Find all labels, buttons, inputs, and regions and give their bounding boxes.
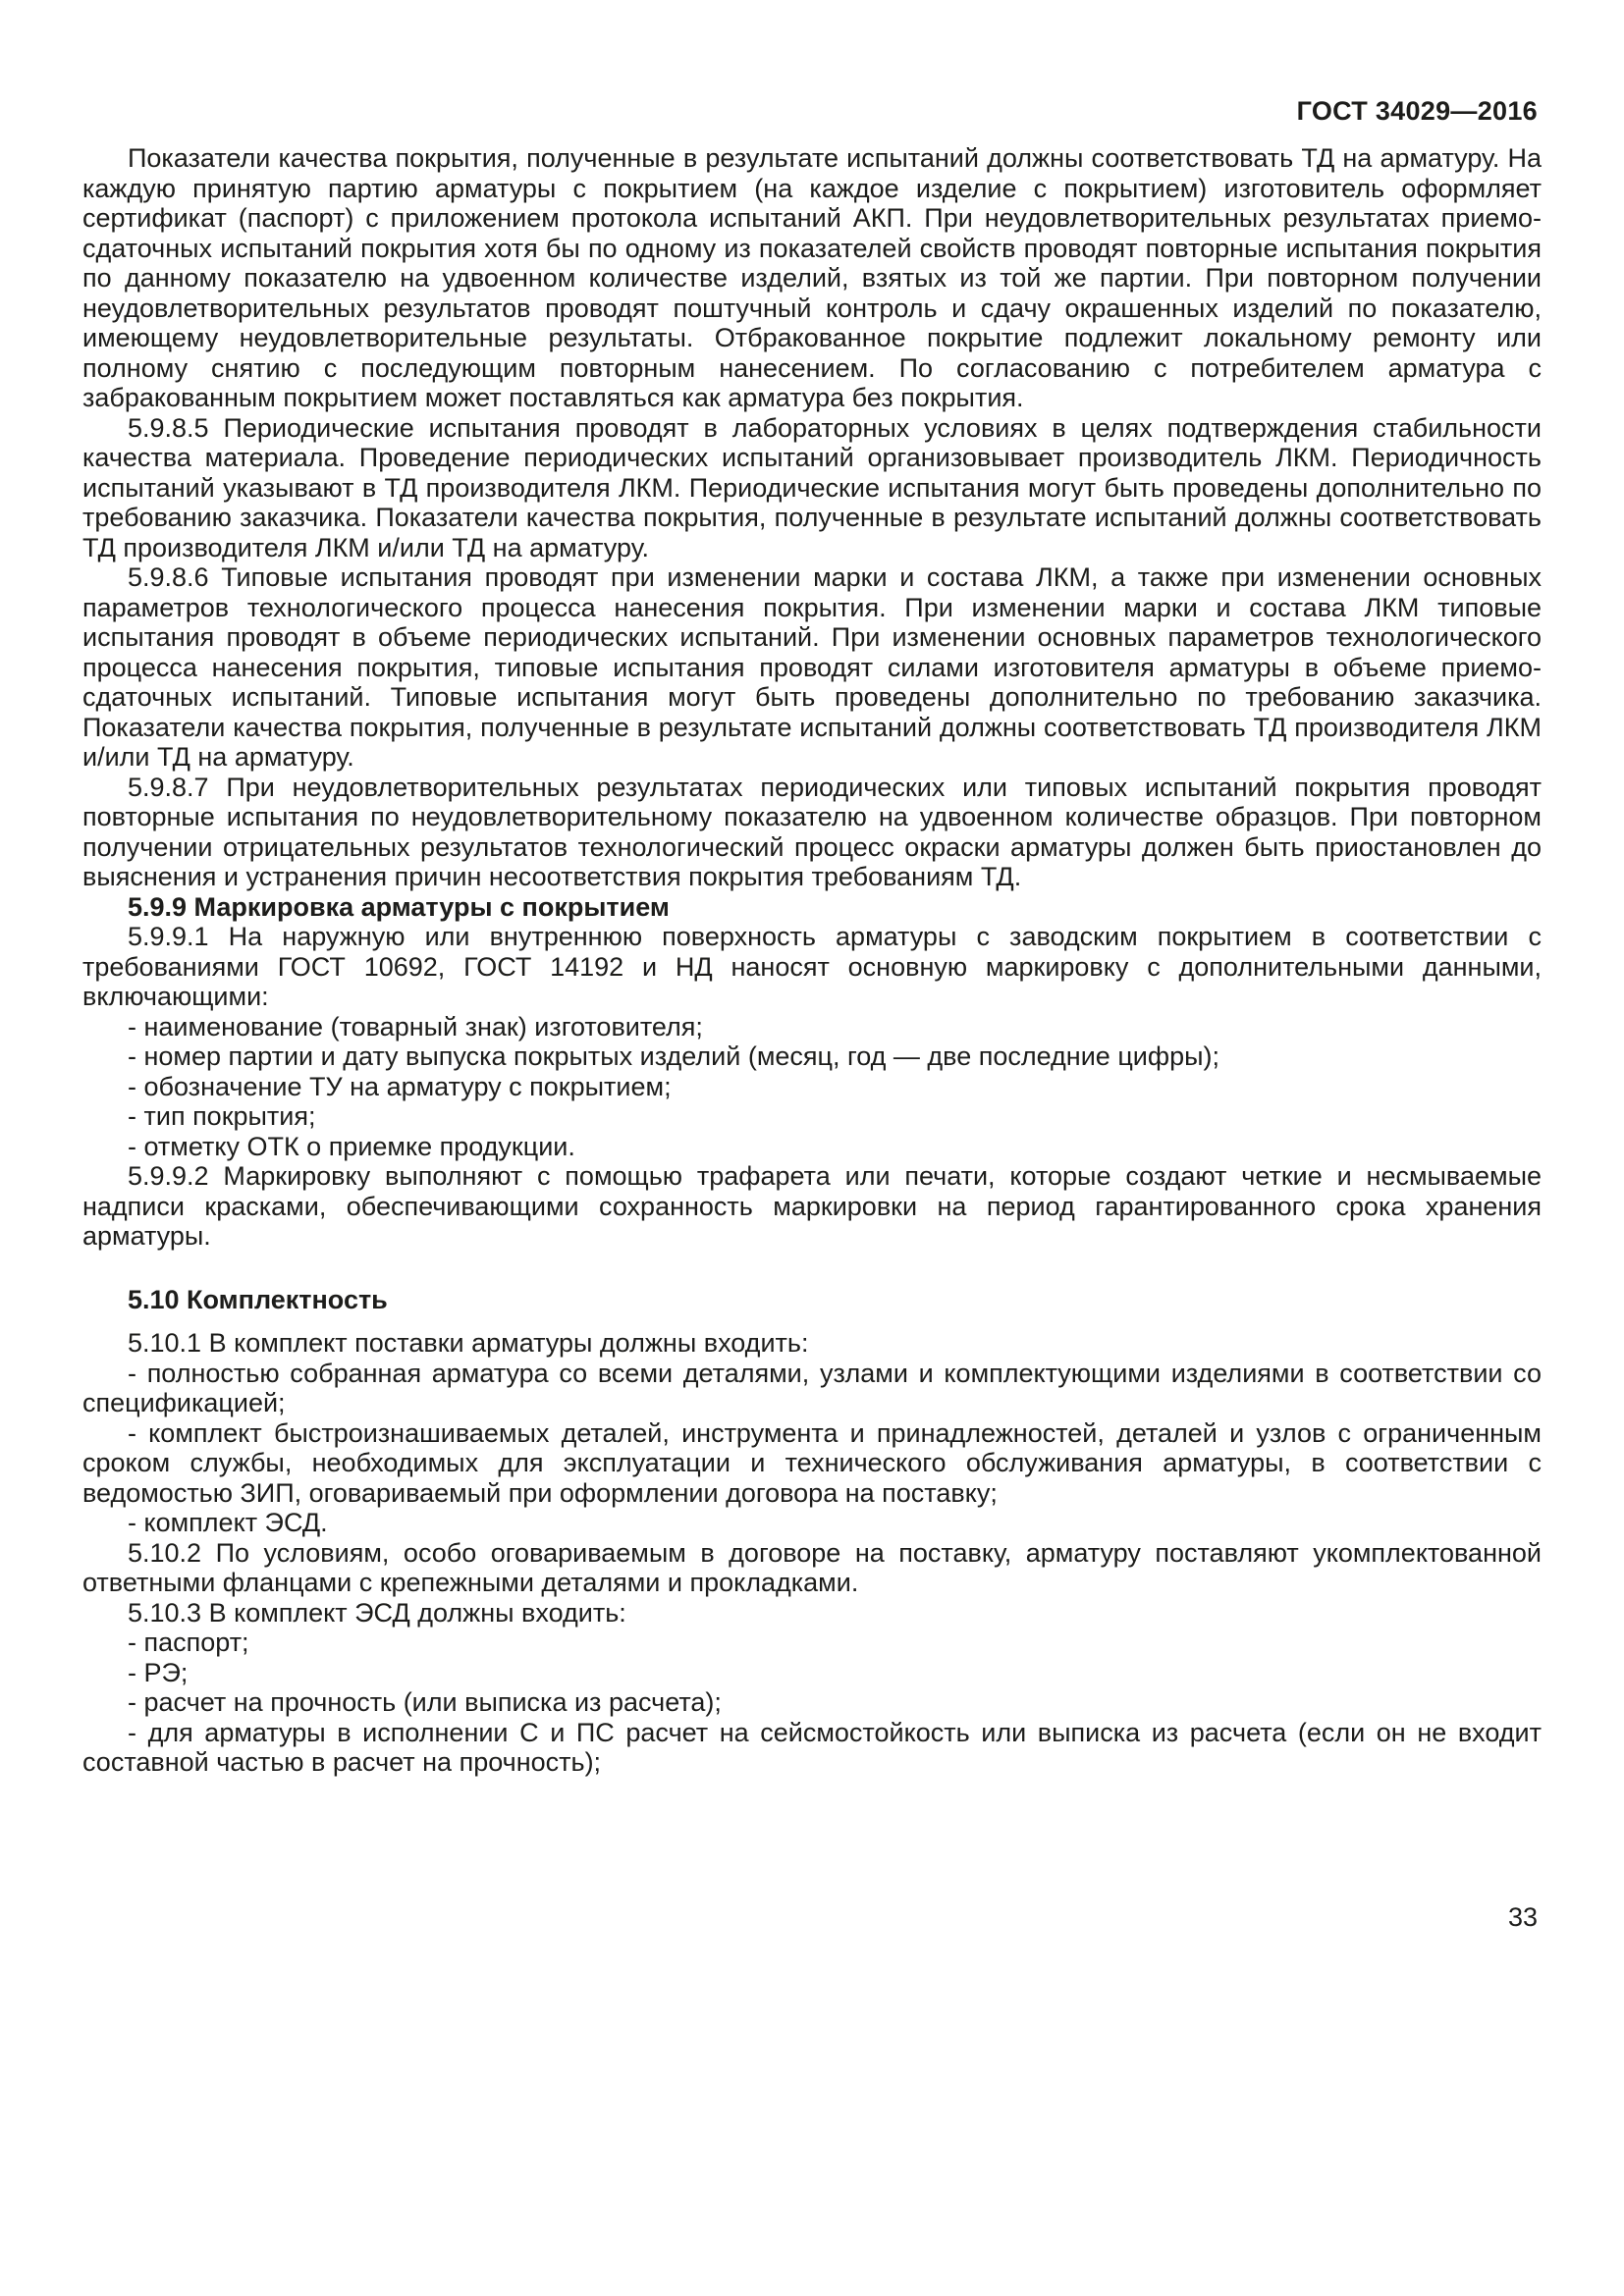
paragraph: - комплект ЭСД.	[128, 1508, 328, 1537]
paragraph: 5.9.8.7 При неудовлетворительных результатах периодических или типовых испытаний покрытия проводят повторные испытания по неудовлетворительному показателю на удвоенном количестве образцов. При повторном получении отрицательных результатов технологический процесс окраски арматуры должен быть приостановлен до выяснения и устранения причин несоответствия покрытия требованиям ТД.	[82, 772, 1542, 891]
paragraph: 5.9.8.5 Периодические испытания проводят в лабораторных условиях в целях подтверждения стабильности качества материала. Проведение периодических испытаний организовывает производитель ЛКМ. Периодичность испытаний указывают в ТД производителя ЛКМ. Периодические испытания могут быть проведены дополнительно по требованию заказчика. Показатели качества покрытия, полученные в результате испытаний должны соответствовать ТД производителя ЛКМ и/или ТД на арматуру.	[82, 412, 1542, 562]
paragraph: - для арматуры в исполнении С и ПС расчет на сейсмостойкость или выписка из расчета (если он не входит составной частью в расчет на прочность);	[82, 1717, 1542, 1777]
paragraph: - тип покрытия;	[128, 1101, 316, 1131]
paragraph: 5.9.9.1 На наружную или внутреннюю поверхность арматуры с заводским покрытием в соответствии с требованиями ГОСТ 10692, ГОСТ 14192 и НД наносят основную маркировку с дополнительными данными, включающими:	[82, 922, 1542, 1011]
page-number: 33	[1507, 1902, 1538, 1932]
paragraph: - обозначение ТУ на арматуру с покрытием;	[128, 1071, 672, 1101]
paragraph: - номер партии и дату выпуска покрытых изделий (месяц, год — две последние цифры);	[128, 1041, 1219, 1071]
paragraph: Показатели качества покрытия, полученные в результате испытаний должны соответствовать ТД на арматуру. На каждую принятую партию арматуры с покрытием (на каждое изделие с покрытием) изготовитель оформляет сертификат (паспорт) с приложением протокола испытаний АКП. При неудовлетворительных результатах приемо-сдаточных испытаний покрытия хотя бы по одному из показателей свойств проводят повторные испытания покрытия по данному показателю на удвоенном количестве изделий, взятых из той же партии. При повторном получении неудовлетворительных результатов проводят поштучный контроль и сдачу окрашенных изделий по показателю, имеющему неудовлетворительные результаты. Отбракованное покрытие подлежит локальному ремонту или полному снятию с последующим повторным нанесением. По согласованию с потребителем арматура с забракованным покрытием может поставляться как арматура без покрытия.	[82, 143, 1542, 412]
paragraph: 5.10.3 В комплект ЭСД должны входить:	[128, 1597, 626, 1628]
paragraph: - полностью собранная арматура со всеми деталями, узлами и комплектующими изделиями в соответствии со спецификацией;	[82, 1358, 1542, 1417]
paragraph: - расчет на прочность (или выписка из расчета);	[128, 1687, 722, 1717]
section-heading: 5.10 Комплектность	[128, 1284, 388, 1314]
page-content	[82, 143, 1542, 1778]
paragraph: - РЭ;	[128, 1657, 189, 1687]
paragraph: 5.9.8.6 Типовые испытания проводят при изменении марки и состава ЛКМ, а также при изменении основных параметров технологического процесса нанесения покрытия. При изменении марки и состава ЛКМ типовые испытания проводят в объеме периодических испытаний. При изменении основных параметров технологического процесса нанесения покрытия, типовые испытания проводят силами изготовителя арматуры в объеме приемо-сдаточных испытаний. Типовые испытания могут быть проведены дополнительно по требованию заказчика. Показатели качества покрытия, полученные в результате испытаний должны соответствовать ТД производителя ЛКМ и/или ТД на арматуру.	[82, 562, 1542, 772]
paragraph: - паспорт;	[128, 1628, 249, 1657]
paragraph: 5.10.1 В комплект поставки арматуры должны входить:	[128, 1328, 809, 1358]
paragraph: 5.9.9.2 Маркировку выполняют с помощью трафарета или печати, которые создают четкие и несмываемые надписи красками, обеспечивающими сохранность маркировки на период гарантированного срока хранения арматуры.	[82, 1161, 1542, 1251]
subsection-heading: 5.9.9 Маркировка арматуры с покрытием	[128, 891, 670, 922]
document-designation: ГОСТ 34029—2016	[1296, 96, 1538, 126]
paragraph: - комплект быстроизнашиваемых деталей, инструмента и принадлежностей, деталей и узлов с ограниченным сроком службы, необходимых для эксплуатации и технического обслуживания арматуры, в соответствии с ведомостью ЗИП, оговариваемый при оформлении договора на поставку;	[82, 1417, 1542, 1508]
paragraph: 5.10.2 По условиям, особо оговариваемым в договоре на поставку, арматуру поставляют укомплектованной ответными фланцами с крепежными деталями и прокладками.	[82, 1537, 1542, 1597]
paragraph: - наименование (товарный знак) изготовителя;	[128, 1011, 703, 1041]
paragraph: - отметку ОТК о приемке продукции.	[128, 1131, 575, 1161]
